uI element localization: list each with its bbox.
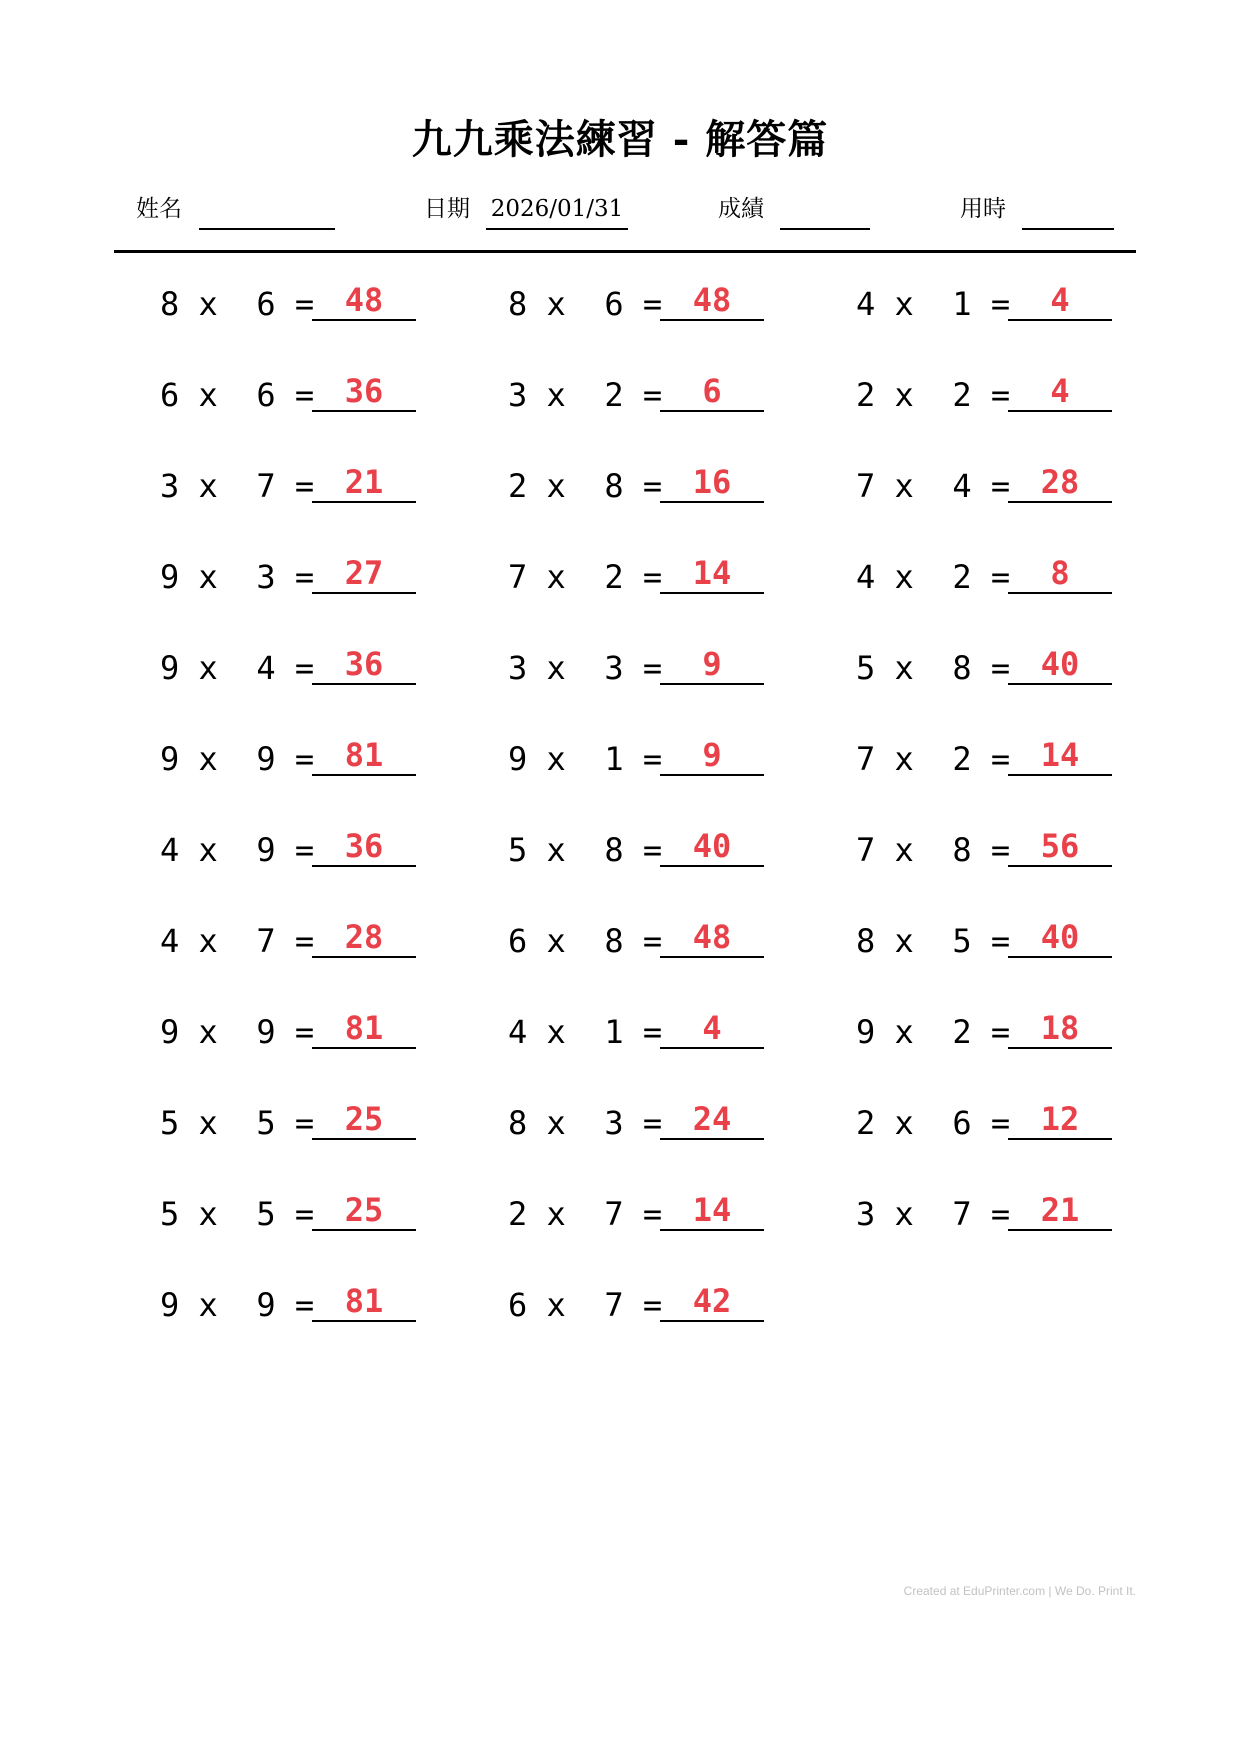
multiplier: 5 xyxy=(256,1104,276,1142)
problem-item xyxy=(160,1281,430,1341)
multiplier: 7 xyxy=(604,1286,624,1324)
problem-expression xyxy=(160,557,314,597)
equals-sign: = xyxy=(275,740,315,778)
times-sign: x xyxy=(875,376,953,414)
equals-sign: = xyxy=(275,831,315,869)
answer-value: 21 xyxy=(1040,1191,1080,1229)
problem-expression xyxy=(856,1103,1010,1143)
problem-expression xyxy=(508,375,662,415)
times-sign: x xyxy=(179,467,257,505)
multiplicand: 3 xyxy=(856,1195,876,1233)
problem-item xyxy=(508,826,778,886)
times-sign: x xyxy=(875,1195,953,1233)
multiplicand: 4 xyxy=(160,831,180,869)
time-blank[interactable] xyxy=(1022,228,1114,230)
multiplier: 7 xyxy=(256,922,276,960)
problem-expression xyxy=(856,284,1010,324)
multiplicand: 2 xyxy=(856,376,876,414)
equals-sign: = xyxy=(623,740,663,778)
equals-sign: = xyxy=(275,1104,315,1142)
answer-value: 8 xyxy=(1050,554,1070,592)
problem-item xyxy=(856,826,1126,886)
multiplicand: 9 xyxy=(856,1013,876,1051)
multiplier: 8 xyxy=(604,922,624,960)
equals-sign: = xyxy=(971,1104,1011,1142)
times-sign: x xyxy=(875,649,953,687)
multiplier: 8 xyxy=(604,831,624,869)
problem-expression xyxy=(508,284,662,324)
multiplicand: 4 xyxy=(508,1013,528,1051)
problem-item xyxy=(160,553,430,613)
problem-expression xyxy=(160,648,314,688)
times-sign: x xyxy=(527,922,605,960)
times-sign: x xyxy=(875,922,953,960)
problem-item xyxy=(160,462,430,522)
multiplicand: 4 xyxy=(160,922,180,960)
answer-value: 48 xyxy=(692,918,732,956)
equals-sign: = xyxy=(623,649,663,687)
worksheet-title: 九九乘法練習 - 解答篇 xyxy=(411,116,829,163)
multiplier: 3 xyxy=(604,1104,624,1142)
answer-value: 9 xyxy=(702,736,722,774)
time-label: 用時 xyxy=(960,196,1006,222)
problem-item xyxy=(160,644,430,704)
problem-item xyxy=(508,1190,778,1250)
problem-expression xyxy=(856,648,1010,688)
multiplicand: 7 xyxy=(856,831,876,869)
problem-item xyxy=(508,1281,778,1341)
multiplicand: 5 xyxy=(160,1104,180,1142)
multiplicand: 7 xyxy=(508,558,528,596)
multiplier: 1 xyxy=(604,1013,624,1051)
problem-expression xyxy=(508,648,662,688)
problem-expression xyxy=(508,557,662,597)
times-sign: x xyxy=(527,831,605,869)
problem-expression xyxy=(160,1285,314,1325)
problem-expression xyxy=(508,1012,662,1052)
problem-expression xyxy=(160,739,314,779)
multiplier: 9 xyxy=(256,1013,276,1051)
problem-expression xyxy=(160,284,314,324)
times-sign: x xyxy=(527,285,605,323)
times-sign: x xyxy=(527,376,605,414)
multiplier: 9 xyxy=(256,831,276,869)
times-sign: x xyxy=(179,831,257,869)
name-label: 姓名 xyxy=(136,196,182,222)
equals-sign: = xyxy=(623,376,663,414)
multiplier: 1 xyxy=(604,740,624,778)
equals-sign: = xyxy=(275,649,315,687)
times-sign: x xyxy=(179,1104,257,1142)
multiplier: 4 xyxy=(952,467,972,505)
multiplier: 6 xyxy=(952,1104,972,1142)
answer-value: 81 xyxy=(344,1282,384,1320)
problem-item xyxy=(856,462,1126,522)
equals-sign: = xyxy=(971,558,1011,596)
equals-sign: = xyxy=(971,922,1011,960)
date-value: 2026/01/31 xyxy=(490,196,624,222)
answer-value: 48 xyxy=(692,281,732,319)
multiplier: 6 xyxy=(604,285,624,323)
answer-value: 24 xyxy=(692,1100,732,1138)
times-sign: x xyxy=(875,467,953,505)
times-sign: x xyxy=(875,831,953,869)
multiplicand: 9 xyxy=(160,740,180,778)
problem-item xyxy=(508,371,778,431)
multiplier: 7 xyxy=(952,1195,972,1233)
answer-value: 25 xyxy=(344,1191,384,1229)
date-label: 日期 xyxy=(424,196,470,222)
times-sign: x xyxy=(527,558,605,596)
equals-sign: = xyxy=(275,1286,315,1324)
equals-sign: = xyxy=(623,1013,663,1051)
times-sign: x xyxy=(527,1013,605,1051)
equals-sign: = xyxy=(971,831,1011,869)
problem-item xyxy=(508,1008,778,1068)
times-sign: x xyxy=(875,285,953,323)
multiplicand: 2 xyxy=(508,467,528,505)
problem-expression xyxy=(160,375,314,415)
problem-expression xyxy=(508,921,662,961)
problem-item xyxy=(856,644,1126,704)
multiplier: 1 xyxy=(952,285,972,323)
problem-expression xyxy=(856,1012,1010,1052)
multiplicand: 6 xyxy=(508,1286,528,1324)
times-sign: x xyxy=(179,649,257,687)
equals-sign: = xyxy=(275,467,315,505)
problem-item xyxy=(508,1099,778,1159)
times-sign: x xyxy=(875,1013,953,1051)
problem-expression xyxy=(508,739,662,779)
multiplier: 8 xyxy=(952,649,972,687)
equals-sign: = xyxy=(623,922,663,960)
answer-value: 6 xyxy=(702,372,722,410)
multiplicand: 6 xyxy=(160,376,180,414)
answer-value: 4 xyxy=(1050,281,1070,319)
times-sign: x xyxy=(527,1286,605,1324)
multiplier: 5 xyxy=(256,1195,276,1233)
equals-sign: = xyxy=(275,922,315,960)
problem-expression xyxy=(160,921,314,961)
problem-expression xyxy=(160,830,314,870)
times-sign: x xyxy=(179,376,257,414)
equals-sign: = xyxy=(971,376,1011,414)
equals-sign: = xyxy=(971,285,1011,323)
problem-expression xyxy=(160,1194,314,1234)
multiplicand: 6 xyxy=(508,922,528,960)
multiplicand: 4 xyxy=(856,558,876,596)
problem-item xyxy=(856,1008,1126,1068)
equals-sign: = xyxy=(623,558,663,596)
multiplicand: 3 xyxy=(160,467,180,505)
multiplicand: 5 xyxy=(508,831,528,869)
times-sign: x xyxy=(179,1013,257,1051)
problem-item xyxy=(160,1008,430,1068)
multiplicand: 8 xyxy=(508,1104,528,1142)
multiplicand: 7 xyxy=(856,740,876,778)
equals-sign: = xyxy=(623,1286,663,1324)
answer-value: 16 xyxy=(692,463,732,501)
multiplier: 9 xyxy=(256,1286,276,1324)
times-sign: x xyxy=(179,285,257,323)
problem-expression xyxy=(508,1194,662,1234)
problem-expression xyxy=(508,830,662,870)
equals-sign: = xyxy=(623,285,663,323)
answer-value: 12 xyxy=(1040,1100,1080,1138)
times-sign: x xyxy=(527,1195,605,1233)
answer-value: 81 xyxy=(344,1009,384,1047)
multiplicand: 8 xyxy=(856,922,876,960)
problem-expression xyxy=(160,1103,314,1143)
multiplicand: 5 xyxy=(856,649,876,687)
times-sign: x xyxy=(527,740,605,778)
problem-expression xyxy=(508,466,662,506)
equals-sign: = xyxy=(275,1013,315,1051)
multiplier: 7 xyxy=(604,1195,624,1233)
problem-item xyxy=(160,280,430,340)
problem-grid xyxy=(0,280,1240,1380)
problem-expression xyxy=(856,739,1010,779)
multiplier: 2 xyxy=(952,740,972,778)
multiplicand: 3 xyxy=(508,649,528,687)
multiplicand: 4 xyxy=(856,285,876,323)
multiplier: 3 xyxy=(256,558,276,596)
answer-value: 28 xyxy=(1040,463,1080,501)
answer-value: 27 xyxy=(344,554,384,592)
answer-value: 14 xyxy=(1040,736,1080,774)
multiplicand: 7 xyxy=(856,467,876,505)
problem-item xyxy=(508,917,778,977)
multiplicand: 8 xyxy=(508,285,528,323)
multiplier: 5 xyxy=(952,922,972,960)
multiplicand: 2 xyxy=(508,1195,528,1233)
problem-item xyxy=(856,280,1126,340)
answer-value: 4 xyxy=(702,1009,722,1047)
multiplier: 2 xyxy=(952,1013,972,1051)
problem-item xyxy=(856,735,1126,795)
multiplicand: 5 xyxy=(160,1195,180,1233)
times-sign: x xyxy=(527,1104,605,1142)
times-sign: x xyxy=(875,558,953,596)
multiplier: 9 xyxy=(256,740,276,778)
answer-value: 48 xyxy=(344,281,384,319)
multiplier: 8 xyxy=(604,467,624,505)
multiplicand: 3 xyxy=(508,376,528,414)
multiplicand: 9 xyxy=(160,649,180,687)
times-sign: x xyxy=(875,740,953,778)
problem-item xyxy=(856,917,1126,977)
problem-item xyxy=(160,826,430,886)
multiplier: 4 xyxy=(256,649,276,687)
problem-item xyxy=(160,1190,430,1250)
score-blank[interactable] xyxy=(780,228,870,230)
times-sign: x xyxy=(179,558,257,596)
answer-value: 18 xyxy=(1040,1009,1080,1047)
problem-item xyxy=(856,1190,1126,1250)
problem-expression xyxy=(856,830,1010,870)
answer-value: 28 xyxy=(344,918,384,956)
times-sign: x xyxy=(527,649,605,687)
times-sign: x xyxy=(179,740,257,778)
equals-sign: = xyxy=(623,831,663,869)
problem-expression xyxy=(856,921,1010,961)
equals-sign: = xyxy=(971,1013,1011,1051)
multiplier: 6 xyxy=(256,376,276,414)
problem-item xyxy=(508,553,778,613)
problem-item xyxy=(160,371,430,431)
multiplicand: 9 xyxy=(508,740,528,778)
equals-sign: = xyxy=(971,467,1011,505)
problem-item xyxy=(160,1099,430,1159)
answer-value: 40 xyxy=(692,827,732,865)
equals-sign: = xyxy=(275,285,315,323)
answer-value: 21 xyxy=(344,463,384,501)
times-sign: x xyxy=(179,922,257,960)
problem-item xyxy=(508,735,778,795)
equals-sign: = xyxy=(623,467,663,505)
problem-item xyxy=(856,371,1126,431)
equals-sign: = xyxy=(971,1195,1011,1233)
answer-value: 4 xyxy=(1050,372,1070,410)
multiplier: 3 xyxy=(604,649,624,687)
problem-expression xyxy=(856,466,1010,506)
problem-expression xyxy=(508,1285,662,1325)
problem-expression xyxy=(856,557,1010,597)
problem-item xyxy=(856,553,1126,613)
multiplicand: 9 xyxy=(160,1013,180,1051)
multiplier: 2 xyxy=(604,376,624,414)
times-sign: x xyxy=(875,1104,953,1142)
answer-value: 40 xyxy=(1040,645,1080,683)
name-blank[interactable] xyxy=(199,228,335,230)
times-sign: x xyxy=(179,1286,257,1324)
answer-value: 9 xyxy=(702,645,722,683)
answer-value: 36 xyxy=(344,645,384,683)
problem-expression xyxy=(856,1194,1010,1234)
multiplicand: 2 xyxy=(856,1104,876,1142)
multiplicand: 9 xyxy=(160,1286,180,1324)
header-divider xyxy=(114,250,1136,253)
multiplier: 8 xyxy=(952,831,972,869)
problem-item xyxy=(160,735,430,795)
multiplier: 2 xyxy=(952,558,972,596)
problem-item xyxy=(508,644,778,704)
problem-item xyxy=(508,462,778,522)
score-field xyxy=(718,194,868,230)
equals-sign: = xyxy=(971,740,1011,778)
answer-value: 14 xyxy=(692,554,732,592)
multiplicand: 8 xyxy=(160,285,180,323)
problem-expression xyxy=(508,1103,662,1143)
problem-item xyxy=(856,1099,1126,1159)
answer-value: 36 xyxy=(344,372,384,410)
multiplicand: 9 xyxy=(160,558,180,596)
name-field xyxy=(136,194,336,230)
score-label: 成績 xyxy=(718,196,764,222)
equals-sign: = xyxy=(623,1195,663,1233)
equals-sign: = xyxy=(623,1104,663,1142)
answer-value: 25 xyxy=(344,1100,384,1138)
problem-item xyxy=(508,280,778,340)
multiplier: 6 xyxy=(256,285,276,323)
date-blank xyxy=(486,228,628,230)
equals-sign: = xyxy=(275,558,315,596)
multiplier: 2 xyxy=(952,376,972,414)
time-field xyxy=(960,194,1116,230)
problem-expression xyxy=(160,1012,314,1052)
problem-expression xyxy=(856,375,1010,415)
answer-value: 14 xyxy=(692,1191,732,1229)
date-field xyxy=(424,194,634,230)
answer-value: 81 xyxy=(344,736,384,774)
multiplier: 2 xyxy=(604,558,624,596)
times-sign: x xyxy=(179,1195,257,1233)
equals-sign: = xyxy=(275,1195,315,1233)
equals-sign: = xyxy=(971,649,1011,687)
answer-value: 56 xyxy=(1040,827,1080,865)
multiplier: 7 xyxy=(256,467,276,505)
answer-value: 36 xyxy=(344,827,384,865)
footer-credit: Created at EduPrinter.com | We Do. Print It. xyxy=(903,1584,1136,1598)
answer-value: 42 xyxy=(692,1282,732,1320)
equals-sign: = xyxy=(275,376,315,414)
problem-expression xyxy=(160,466,314,506)
problem-item xyxy=(160,917,430,977)
answer-value: 40 xyxy=(1040,918,1080,956)
times-sign: x xyxy=(527,467,605,505)
